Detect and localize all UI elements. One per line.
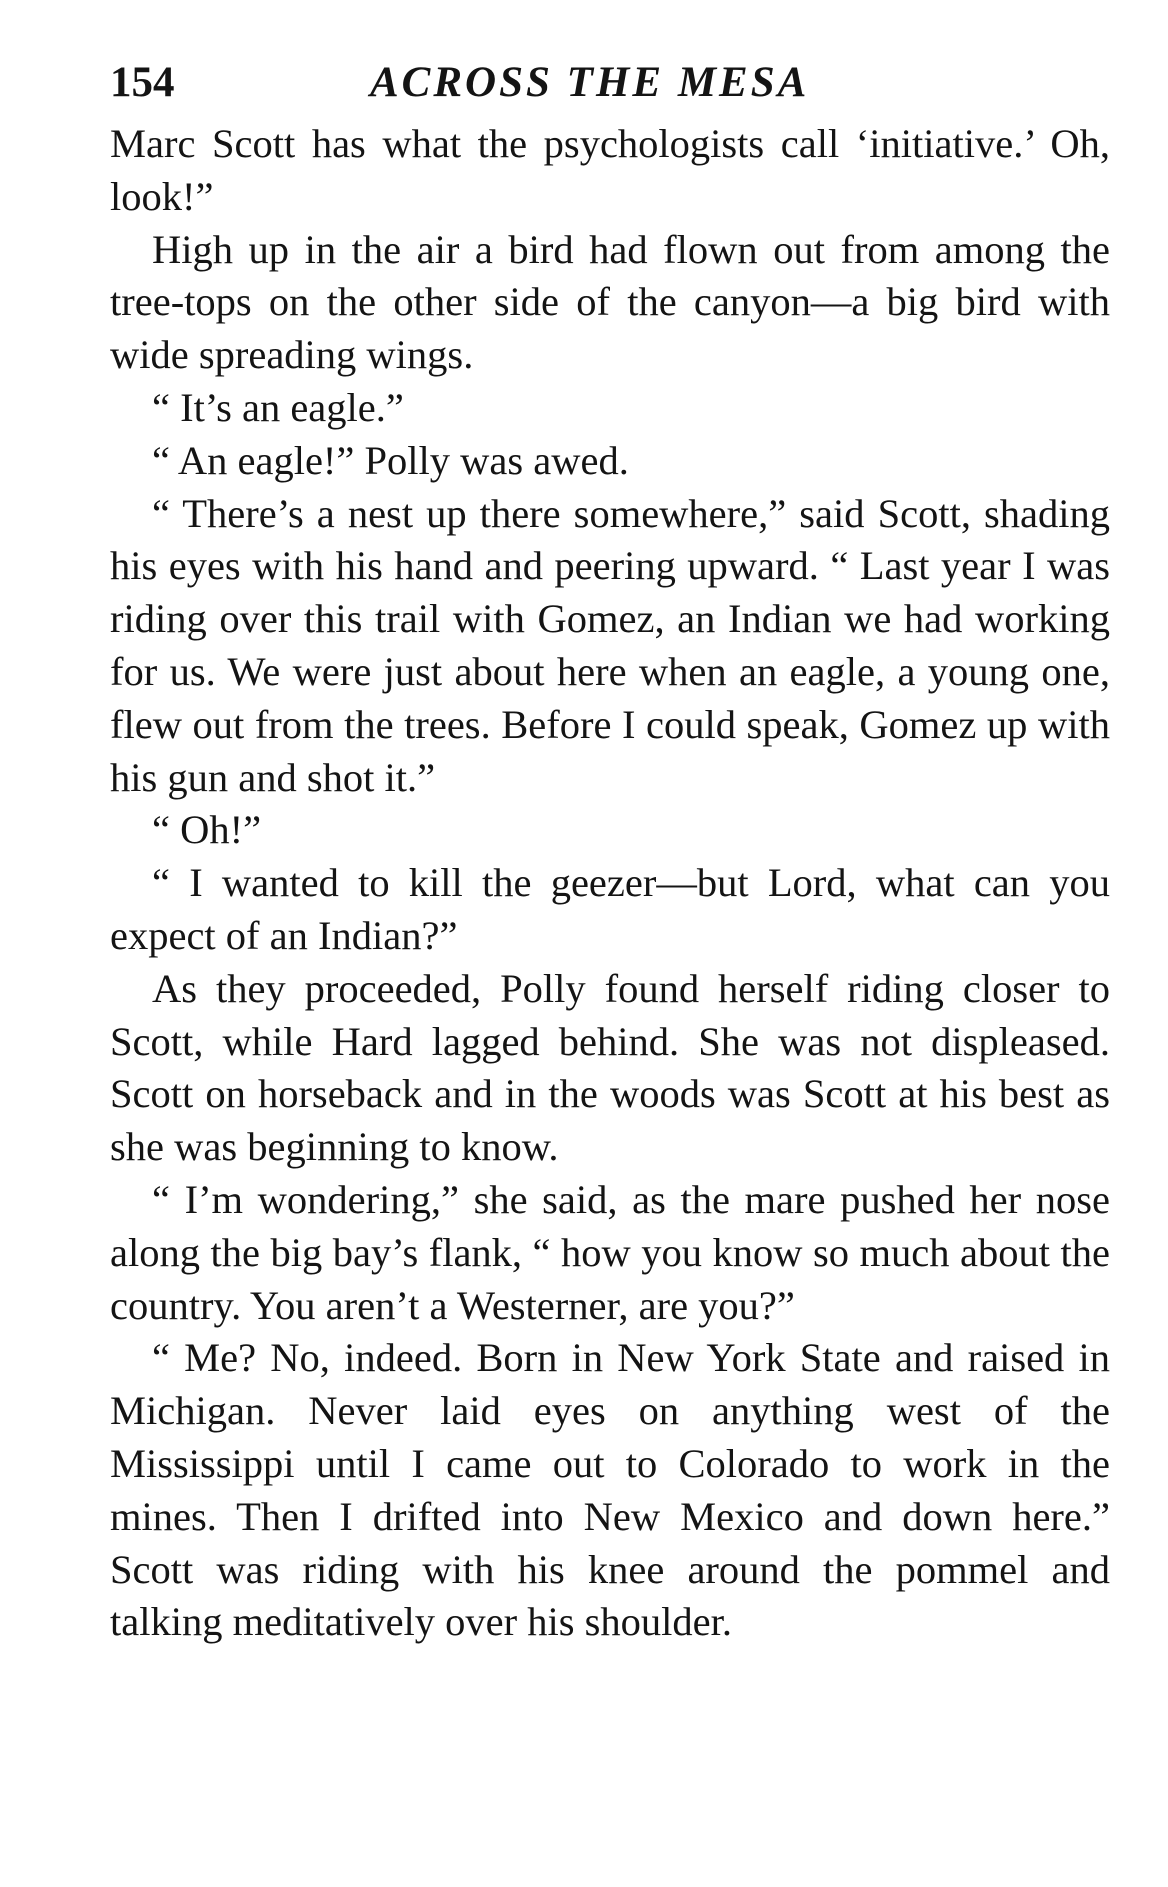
page-number: 154 <box>110 59 175 106</box>
paragraph-6: “ Oh!” <box>152 807 262 853</box>
paragraph-5: “ There’s a nest up there somewhere,” said Scott, shading his eyes with his hand and peering upward. “ Last year I was riding over this trail with Gomez, an Indian we had working for us. We were just about here when an eagle, a young one, flew out from the trees. Before I could speak, Gomez up with his gun and shot it.” <box>110 490 1110 800</box>
running-title: ACROSS THE MESA <box>370 59 810 106</box>
paragraph-8: As they proceeded, Polly found herself riding closer to Scott, while Hard lagged behind. She was not displeased. Scott on horseback and in the woods was Scott at his best as she was beginning to know. <box>110 965 1110 1170</box>
paragraph-4: “ An eagle!” Polly was awed. <box>152 437 629 483</box>
paragraph-2: High up in the air a bird had flown out from among the tree-tops on the other side of the canyon—a big bird with wide spreading wings. <box>110 226 1110 378</box>
paragraph-3: “ It’s an eagle.” <box>152 384 404 430</box>
paragraph-10: “ Me? No, indeed. Born in New York State and raised in Michigan. Never laid eyes on anything west of the Mississippi until I came out to Colorado to work in the mines. Then I drifted into New Mexico and down here.” Scott was riding with his knee around the pommel and talking meditatively over his shoulder. <box>110 1335 1110 1645</box>
book-page <box>110 48 1110 1649</box>
paragraph-1: Marc Scott has what the psychologists call ‘initiative.’ Oh, look!” <box>110 121 1110 219</box>
body-text <box>110 118 1110 1649</box>
paragraph-9: “ I’m wondering,” she said, as the mare pushed her nose along the big bay’s flank, “ how you know so much about the country. You aren’t a Westerner, are you?” <box>110 1176 1110 1328</box>
page-header <box>110 48 1110 118</box>
paragraph-7: “ I wanted to kill the geezer—but Lord, what can you expect of an Indian?” <box>110 860 1110 958</box>
